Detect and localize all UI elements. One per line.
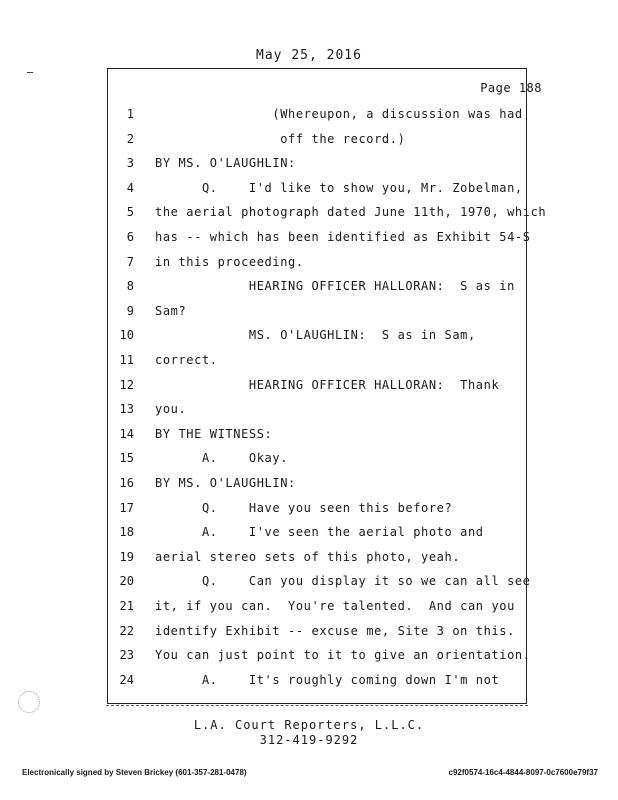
- transcript-line: [0, 203, 618, 221]
- line-text: correct.: [155, 353, 218, 367]
- line-text: off the record.): [155, 131, 406, 146]
- line-number: 9: [126, 303, 134, 318]
- line-text: it, if you can. You're talented. And can you: [155, 599, 515, 613]
- page-number: Page 188: [480, 81, 542, 95]
- line-text: (Whereupon, a discussion was had: [155, 107, 523, 121]
- transcript-line: [0, 646, 618, 664]
- transcript-line: [0, 425, 618, 443]
- line-number: 13: [119, 402, 134, 417]
- line-number: 6: [126, 230, 134, 244]
- line-number: 4: [126, 180, 134, 195]
- transcript-line: [0, 105, 618, 123]
- transcript-line: [0, 671, 618, 689]
- line-text: has -- which has been identified as Exhibit 54-S: [155, 230, 531, 244]
- punch-hole-mark: [18, 691, 40, 713]
- transcript-line: [0, 597, 618, 615]
- line-text: BY MS. O'LAUGHLIN:: [155, 156, 296, 171]
- transcript-line: [0, 523, 618, 541]
- transcript-line: [0, 277, 618, 295]
- electronic-signature: Electronically signed by Steven Brickey (601-357-281-0478): [22, 768, 247, 777]
- transcript-line: [0, 130, 618, 148]
- line-text: BY MS. O'LAUGHLIN:: [155, 476, 296, 490]
- line-number: 3: [126, 156, 134, 171]
- line-number: 19: [119, 549, 134, 564]
- line-number: 22: [119, 623, 134, 638]
- line-text: HEARING OFFICER HALLORAN: Thank: [155, 377, 500, 392]
- line-text: the aerial photograph dated June 11th, 1970, which: [155, 205, 547, 220]
- line-text: aerial stereo sets of this photo, yeah.: [155, 549, 461, 564]
- line-number: 8: [126, 279, 134, 294]
- line-text: identify Exhibit -- excuse me, Site 3 on this.: [155, 623, 515, 638]
- line-text: BY THE WITNESS:: [155, 426, 273, 441]
- line-text: Sam?: [155, 303, 187, 318]
- line-number: 2: [126, 131, 134, 146]
- line-text: A. I've seen the aerial photo and: [155, 525, 484, 540]
- line-number: 20: [119, 574, 134, 589]
- court-reporter-phone: 312-419-9292: [259, 733, 359, 747]
- line-number: 12: [119, 377, 134, 392]
- line-number: 17: [119, 500, 134, 515]
- line-text: you.: [155, 402, 187, 417]
- transcript-line: [0, 499, 618, 517]
- document-hash: c92f0574-16c4-4844-8097-0c7600e79f37: [448, 768, 598, 777]
- transcript-date: May 25, 2016: [256, 48, 362, 63]
- line-number: 5: [126, 205, 134, 220]
- line-number: 1: [126, 107, 134, 121]
- transcript-line: [0, 154, 618, 172]
- line-text: Q. Can you display it so we can all see: [155, 574, 531, 589]
- line-number: 7: [126, 254, 134, 269]
- line-number: 10: [119, 328, 134, 343]
- line-number: 21: [119, 599, 134, 613]
- line-number: 14: [119, 426, 134, 441]
- line-text: A. Okay.: [155, 451, 289, 466]
- line-text: You can just point to it to give an orientation.: [155, 648, 531, 663]
- line-number: 11: [119, 353, 134, 367]
- court-reporter-name: L.A. Court Reporters, L.L.C.: [193, 718, 425, 732]
- line-text: Q. I'd like to show you, Mr. Zobelman,: [155, 180, 523, 195]
- transcript-line: [0, 548, 618, 566]
- transcript-line: [0, 622, 618, 640]
- line-text: HEARING OFFICER HALLORAN: S as in: [155, 279, 515, 294]
- court-reporter-block: [0, 718, 618, 748]
- transcript-line: [0, 572, 618, 590]
- transcript-line: [0, 253, 618, 271]
- line-number: 18: [119, 525, 134, 540]
- line-text: MS. O'LAUGHLIN: S as in Sam,: [155, 328, 476, 343]
- line-number: 23: [119, 648, 134, 663]
- line-text: in this proceeding.: [155, 254, 304, 269]
- transcript-line: [0, 474, 618, 492]
- transcript-line: [0, 351, 618, 369]
- transcript-line: [0, 179, 618, 197]
- line-number: 24: [119, 672, 134, 687]
- transcript-line: [0, 376, 618, 394]
- transcript-line: [0, 302, 618, 320]
- line-number: 15: [119, 451, 134, 466]
- line-number: 16: [119, 476, 134, 490]
- line-text: Q. Have you seen this before?: [155, 500, 453, 515]
- line-text: A. It's roughly coming down I'm not: [155, 672, 500, 687]
- transcript-line: [0, 326, 618, 344]
- transcript-line: [0, 400, 618, 418]
- transcript-line: [0, 228, 618, 246]
- transcript-line: [0, 449, 618, 467]
- scan-mark: [27, 72, 33, 73]
